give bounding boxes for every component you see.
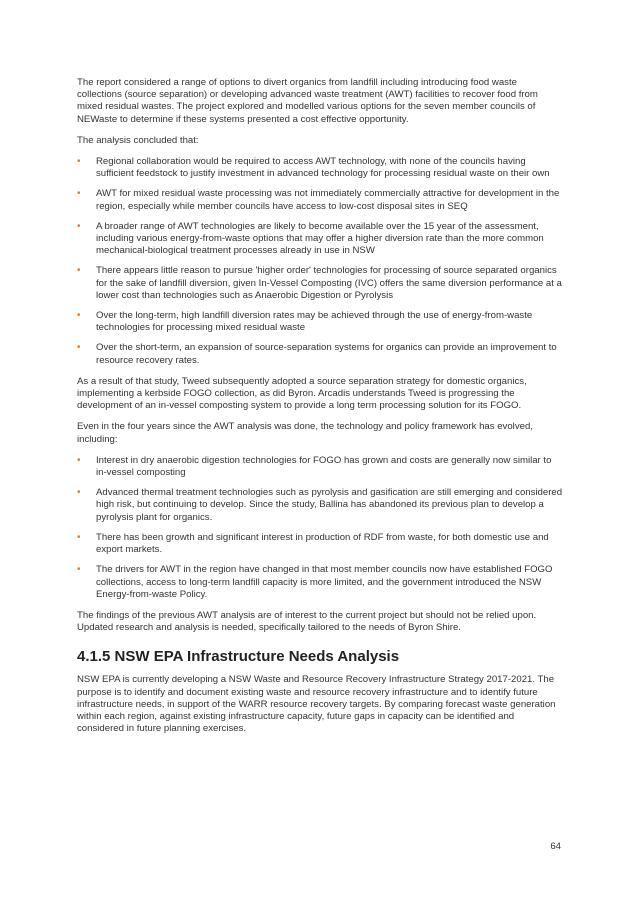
- bullet-icon: •: [77, 342, 81, 354]
- bullet-icon: •: [77, 564, 81, 576]
- analysis-lead-paragraph: The analysis concluded that:: [77, 134, 199, 146]
- list-item: • Advanced thermal treatment technologies such as pyrolysis and gasification are still emerging and considered high risk, but continuing to develop. Since the study, Ballina has abandoned its previous plan to develop a pyrolysis plant for organics.: [77, 487, 563, 523]
- evolution-list: [77, 455, 563, 601]
- evolution-lead-paragraph: Even in the four years since the AWT analysis was done, the technology and policy framework has evolved, including:: [77, 421, 533, 445]
- list-item: • AWT for mixed residual waste processing was not immediately commercially attractive for development in the region, especially while member councils have access to low-cost disposal sites in SEQ: [77, 188, 560, 212]
- intro-paragraph: The report considered a range of options to divert organics from landfill including introducing food waste collections (source separation) or developing advanced waste treatment (AWT) facilities to recover food from mixed residual wastes. The project explored and modelled various options for the seven member councils of NEWaste to determine if these systems presented a cost effective opportunity.: [77, 77, 538, 125]
- list-item: • There appears little reason to pursue 'higher order' technologies for processing of source separated organics for the sake of landfill diversion, given In-Vessel Composting (IVC) offers the same diversion performance at a lower cost than technologies such as Anaerobic Digestion or Pyrolysis: [77, 265, 562, 301]
- bullet-icon: •: [77, 156, 81, 168]
- list-item: • The drivers for AWT in the region have changed in that most member councils now have established FOGO collections, access to long-term landfill capacity is more limited, and the government introduced the NSW Energy-from-waste Policy.: [77, 564, 553, 600]
- findings-paragraph: The findings of the previous AWT analysis are of interest to the current project but should not be relied upon. Updated research and analysis is needed, specifically tailored to the needs of Byron Shire.: [77, 609, 537, 634]
- list-item: • Regional collaboration would be required to access AWT technology, with none of the councils having sufficient feedstock to justify investment in advanced technology for processing residual waste on their own: [77, 156, 550, 180]
- bullet-icon: •: [77, 531, 81, 543]
- bullet-icon: •: [77, 487, 81, 499]
- list-item: • Over the short-term, an expansion of source-separation systems for organics can provide an improvement to resource recovery rates.: [77, 342, 557, 366]
- list-item: • Interest in dry anaerobic digestion technologies for FOGO has grown and costs are generally now similar to in-vessel composting: [77, 454, 552, 479]
- bullet-icon: •: [77, 188, 81, 200]
- epa-paragraph: NSW EPA is currently developing a NSW Waste and Resource Recovery Infrastructure Strategy 2017-2021. The purpose is to identify and document existing waste and resource recovery infrastructure and to identify future infrastructure needs, in support of the WARR resource recovery targets. By comparing forecast waste generation within each region, against existing infrastructure capacity, future gaps in capacity can be identified and considered in future planning exercises.: [77, 674, 556, 735]
- document-body: [77, 77, 563, 744]
- list-item: • There has been growth and significant interest in production of RDF from waste, for both domestic use and export markets.: [77, 531, 549, 556]
- list-item: • A broader range of AWT technologies are likely to become available over the 15 year of the assessment, including various energy-from-waste options that may offer a higher diversion rate than the more common mechanical-biological treatment processes already in use in NSW: [77, 220, 544, 257]
- section-heading: 4.1.5 NSW EPA Infrastructure Needs Analysis: [77, 648, 400, 666]
- page-number: 64: [550, 841, 561, 852]
- analysis-conclusions-list: [77, 156, 563, 367]
- tweed-paragraph: As a result of that study, Tweed subsequently adopted a source separation strategy for domestic organics, implementing a kerbside FOGO collection, as did Byron. Arcadis understands Tweed is progressing the development of an in-vessel composting system to provide a long term processing solution for its FOGO.: [77, 375, 527, 412]
- bullet-icon: •: [77, 265, 81, 277]
- bullet-icon: •: [77, 454, 81, 466]
- bullet-icon: •: [77, 220, 81, 232]
- list-item: • Over the long-term, high landfill diversion rates may be achieved through the use of energy-from-waste technologies for processing mixed residual waste: [77, 310, 533, 334]
- bullet-icon: •: [77, 310, 81, 322]
